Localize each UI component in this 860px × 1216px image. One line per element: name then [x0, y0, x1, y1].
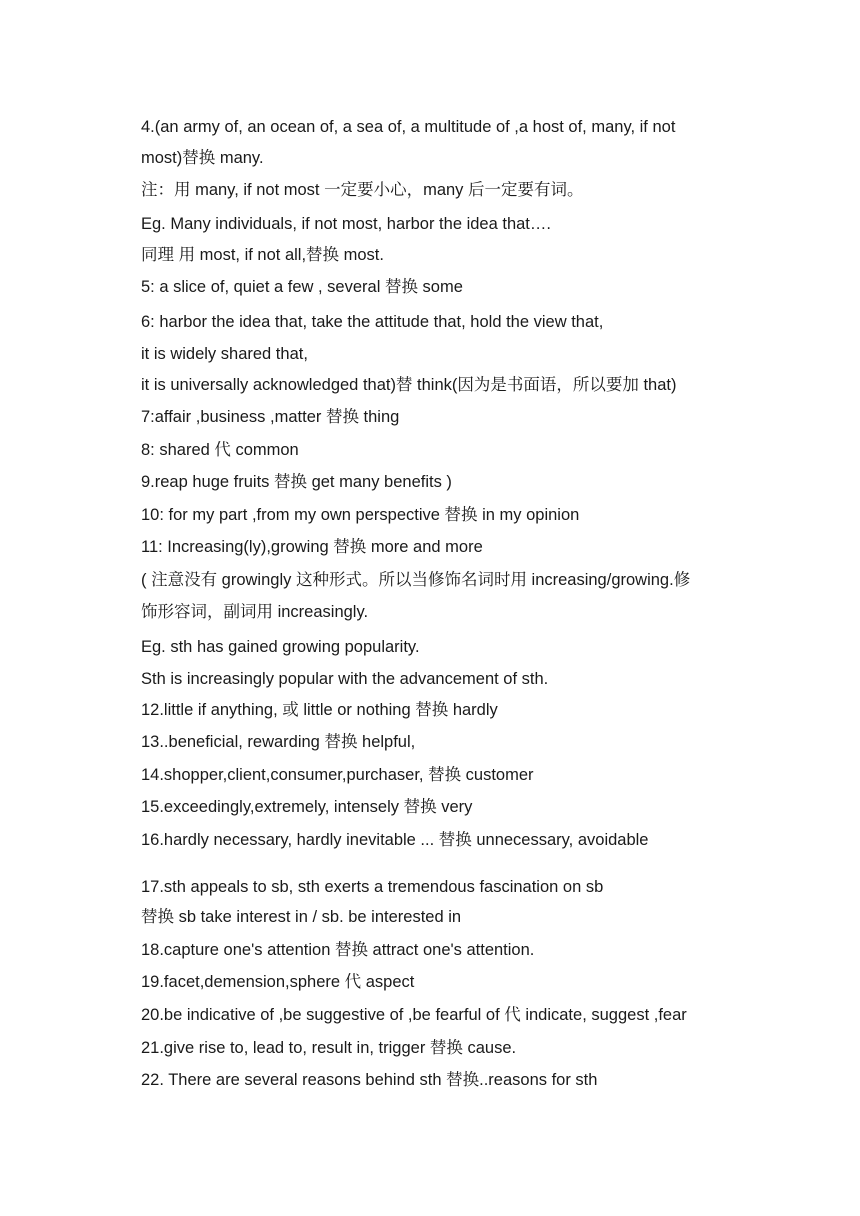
text-line: 7:affair ,business ,matter 替换 thing	[141, 408, 400, 426]
text-line: Eg. Many individuals, if not most, harbor the idea that….	[141, 215, 551, 233]
text-line: 22. There are several reasons behind sth 替换..reasons for sth	[141, 1071, 598, 1089]
text-line: ( 注意没有 growingly 这种形式。所以当修饰名词时用 increasing/growing.修	[141, 571, 691, 589]
text-line: it is universally acknowledged that)替 think(因为是书面语，所以要加 that)	[141, 376, 677, 394]
text-line: 6: harbor the idea that, take the attitude that, hold the view that,	[141, 313, 604, 331]
text-line: 12.little if anything, 或 little or nothing 替换 hardly	[141, 701, 498, 719]
text-line: 20.be indicative of ,be suggestive of ,be fearful of 代 indicate, suggest ,fear	[141, 1006, 687, 1024]
text-line: 18.capture one's attention 替换 attract one's attention.	[141, 941, 535, 959]
text-line: 17.sth appeals to sb, sth exerts a tremendous fascination on sb	[141, 878, 604, 896]
text-line: 9.reap huge fruits 替换 get many benefits )	[141, 473, 452, 491]
text-line: 21.give rise to, lead to, result in, trigger 替换 cause.	[141, 1039, 517, 1057]
text-line: 8: shared 代 common	[141, 441, 299, 459]
text-line: 19.facet,demension,sphere 代 aspect	[141, 973, 415, 991]
text-line: 4.(an army of, an ocean of, a sea of, a multitude of ,a host of, many, if not	[141, 118, 676, 136]
text-line: 11: Increasing(ly),growing 替换 more and more	[141, 538, 483, 556]
text-line: 注：用 many, if not most 一定要小心，many 后一定要有词。	[141, 181, 584, 199]
text-line: most)替换 many.	[141, 149, 264, 167]
text-line: it is widely shared that,	[141, 345, 308, 363]
text-line: 13..beneficial, rewarding 替换 helpful,	[141, 733, 416, 751]
text-line: 14.shopper,client,consumer,purchaser, 替换 customer	[141, 766, 534, 784]
text-line: 替换 sb take interest in / sb. be interested in	[141, 908, 462, 926]
text-line: Sth is increasingly popular with the advancement of sth.	[141, 670, 549, 688]
text-line: Eg. sth has gained growing popularity.	[141, 638, 420, 656]
text-line: 饰形容词，副词用 increasingly.	[141, 603, 369, 621]
text-line: 同理 用 most, if not all,替换 most.	[141, 246, 384, 264]
text-line: 16.hardly necessary, hardly inevitable ... 替换 unnecessary, avoidable	[141, 831, 649, 849]
text-line: 5: a slice of, quiet a few , several 替换 some	[141, 278, 463, 296]
text-line: 10: for my part ,from my own perspective 替换 in my opinion	[141, 506, 580, 524]
text-line: 15.exceedingly,extremely, intensely 替换 very	[141, 798, 473, 816]
